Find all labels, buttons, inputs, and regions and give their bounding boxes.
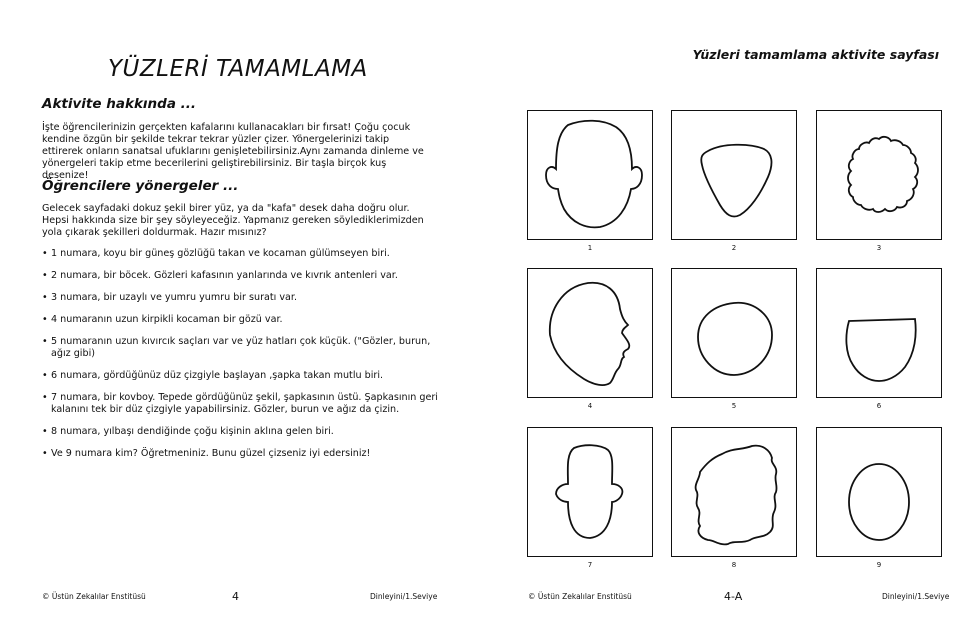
face-outline-box: [671, 110, 797, 240]
face-cell-4: [527, 268, 653, 426]
face-outline-box: [816, 427, 942, 557]
face-cell-3: [816, 110, 942, 268]
face-outline-box: [527, 427, 653, 557]
list-item: • 6 numara, gördüğünüz düz çizgiyle başlayan ,şapka takan mutlu biri.: [42, 370, 442, 382]
footer-level: Dinleyini/1.Seviye: [882, 592, 950, 601]
face-shape-tall-head: [528, 428, 652, 556]
face-cell-2: [671, 110, 797, 268]
list-item: • 8 numara, yılbaşı dendiğinde çoğu kişinin aklına gelen biri.: [42, 426, 442, 438]
list-item: • 5 numaranın uzun kıvırcık saçları var ve yüz hatları çok küçük. ("Gözler, burun, ağız gibi): [42, 336, 442, 360]
list-item: • 3 numara, bir uzaylı ve yumru yumru bir suratı var.: [42, 292, 442, 304]
instructions-heading: Öğrencilere yönergeler ...: [42, 178, 239, 194]
page-number: 4-A: [724, 590, 743, 603]
face-number: 8: [731, 561, 737, 569]
face-shape-wavy-blob: [672, 428, 796, 556]
list-item: • 1 numara, koyu bir güneş gözlüğü takan ve kocaman gülümseyen biri.: [42, 248, 442, 260]
face-shape-cup: [817, 269, 941, 397]
right-page: [490, 0, 979, 644]
list-item: • Ve 9 numara kim? Öğretmeniniz. Bunu güzel çizseniz iyi edersiniz!: [42, 448, 442, 460]
face-outline-box: [816, 268, 942, 398]
face-shape-profile: [528, 269, 652, 397]
face-outline-box: [527, 268, 653, 398]
face-cell-6: [816, 268, 942, 426]
face-number: 9: [876, 561, 882, 569]
face-cell-9: [816, 427, 942, 585]
face-number: 1: [587, 244, 593, 252]
face-outline-box: [527, 110, 653, 240]
face-cell-7: [527, 427, 653, 585]
face-cell-8: [671, 427, 797, 585]
face-outline-box: [671, 427, 797, 557]
face-number: 6: [876, 402, 882, 410]
instructions-intro: Gelecek sayfadaki dokuz şekil birer yüz, ya da "kafa" desek daha doğru olur. Hepsi hakkında size bir şey söyleyeceğiz. Yapmanız gereken söylediklerimizden yola çıkarak şekilleri doldurmak. Hazır mısınız?: [42, 203, 424, 238]
list-item: • 7 numara, bir kovboy. Tepede gördüğünüz şekil, şapkasının üstü. Şapkasının geri kalanını tek bir düz çizgiyle yapabilirsiniz. Gözler, burun ve ağız da çizin.: [42, 392, 442, 416]
face-cell-5: [671, 268, 797, 426]
about-text: İşte öğrencilerinizin gerçekten kafalarını kullanacakları bir fırsat! Çoğu çocuk kendine özgün bir şekilde tekrar tekrar yüzler çizer. Yönergelerinizi takip ettirerek onların sanatsal ufuklarını genişletebilirsiniz.Aynı zamanda dinleme ve yönergeleri takip etme becerilerini geliştirebilirsiniz. Bir taşla birçok kuş desenize!: [42, 122, 424, 181]
face-shape-round-face: [672, 269, 796, 397]
face-shape-rounded-triangle: [672, 111, 796, 239]
face-number: 4: [587, 402, 593, 410]
face-number: 3: [876, 244, 882, 252]
page-title: YÜZLERİ TAMAMLAMA: [108, 56, 368, 82]
footer-level: Dinleyini/1.Seviye: [370, 592, 438, 601]
list-item: • 4 numaranın uzun kirpikli kocaman bir gözü var.: [42, 314, 442, 326]
face-outline-box: [671, 268, 797, 398]
face-shape-head-with-ears: [528, 111, 652, 239]
face-outline-box: [816, 110, 942, 240]
face-number: 2: [731, 244, 737, 252]
instruction-list: [42, 248, 442, 470]
footer-copyright: © Üstün Zekalılar Enstitüsü: [528, 592, 632, 601]
face-number: 5: [731, 402, 737, 410]
face-number: 7: [587, 561, 593, 569]
face-shape-wavy-circle: [817, 111, 941, 239]
face-shape-oval: [817, 428, 941, 556]
about-heading: Aktivite hakkında ...: [42, 96, 197, 112]
list-item: • 2 numara, bir böcek. Gözleri kafasının yanlarında ve kıvrık antenleri var.: [42, 270, 442, 282]
activity-page-header: Yüzleri tamamlama aktivite sayfası: [692, 47, 939, 62]
face-cell-1: [527, 110, 653, 268]
footer-copyright: © Üstün Zekalılar Enstitüsü: [42, 592, 146, 601]
page-number: 4: [232, 590, 239, 603]
